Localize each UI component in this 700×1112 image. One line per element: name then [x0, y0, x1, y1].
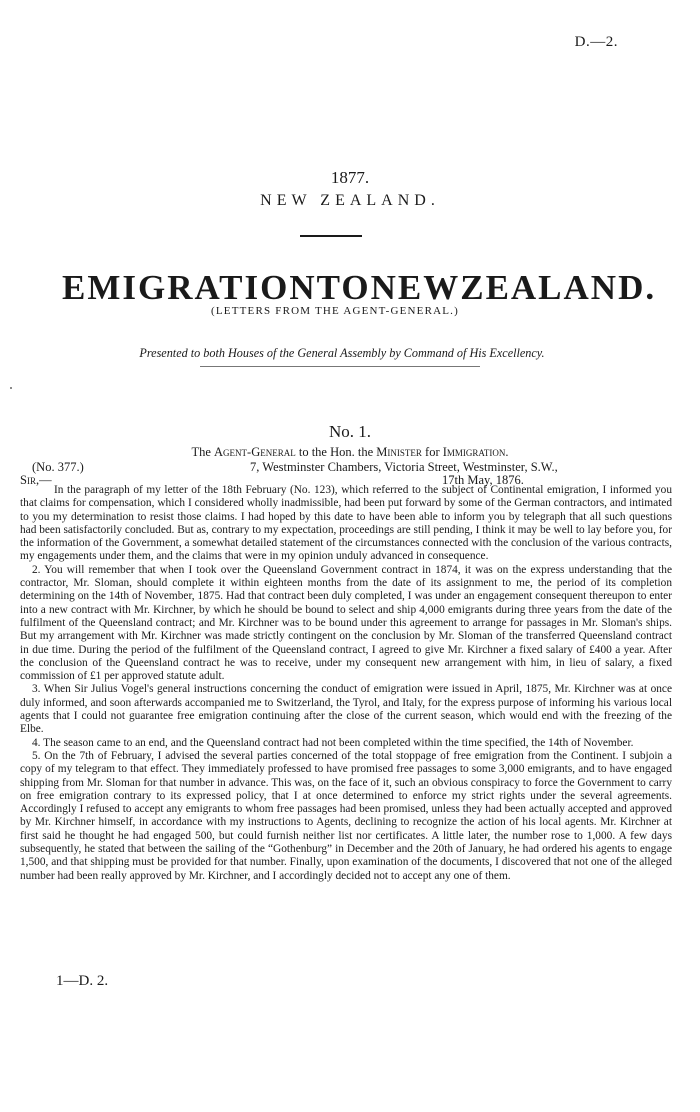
heading-department: Immigration	[442, 445, 506, 459]
margin-mark	[10, 387, 12, 389]
letter-heading	[0, 445, 700, 460]
body-paragraph: 4. The season came to an end, and the Queensland contract had not been completed within the time specified, the 14th of November.	[32, 736, 634, 749]
title-word: TO	[316, 268, 371, 307]
page-footer-reference: 1—D. 2.	[56, 973, 109, 989]
body-paragraph: 2. You will remember that when I took over the Queensland Government contract in 1874, it was on the express understanding that the contractor, Mr. Sloman, should complete it within eighteen months from the date of its assignment to me, the period of its completion determining on the 14th of November, 1875. Had that contract been duly completed, I was under an engagement consequent thereupon to enter into a new contract with Mr. Kirchner, by which he should be bound to select and ship 4,000 emigrants during three years from the date of the fulfilment of the Queensland contract; and Mr. Kirchner was to be bound under this agreement to arrange for passages in Mr. Sloman's ships. But my arrangement with Mr. Kirchner was made strictly contingent on the conclusion by Mr. Sloman of the transferred Queensland contract in due time. During the period of the fulfilment of the Queensland contract, I agreed to give Mr. Kirchner a fixed salary of £400 a year. After the conclusion of the Queensland contract he was to receive, under my consequent new arrangement with him, in lieu of salary, a fixed commission of £1 per approved statute adult.	[20, 563, 672, 683]
body-paragraph: In the paragraph of my letter of the 18th February (No. 123), which referred to the subject of Continental emigration, I informed you that claims for compensation, which I considered wholly inadmissible, had been put forward by some of the German contractors, and intimated to you my determination to resist those claims. I had hoped by this date to have been able to inform you by telegraph that all such questions had been satisfactorily concluded. But as, contrary to my expectation, proceedings are still pending, I think it may be well to lay before you, for the information of the Government, a somewhat detailed statement of the circumstances connected with the conclusion of the various contracts, my engagements under them, and the claims that were in my opinion unduly advanced in consequence.	[20, 484, 672, 563]
title-word: ZEALAND.	[460, 268, 657, 307]
year: 1877.	[330, 168, 370, 187]
body-paragraph: 3. When Sir Julius Vogel's general instructions concerning the conduct of emigration were issued in April, 1875, Mr. Kirchner was at once duly informed, and soon afterwards accompanied me to Switzerland, the Tyrol, and Italy, for the express purpose of informing his various local agents that I could not guarantee free emigration continuing after the close of the current season, which would end with the freezing of the Elbe.	[20, 683, 672, 736]
divider-rule	[300, 235, 362, 237]
heading-recipient: Minister	[376, 445, 422, 459]
heading-sender: Agent-General	[214, 445, 296, 459]
letter-body	[20, 484, 672, 883]
letter-number: No. 1.	[328, 422, 372, 441]
main-title	[62, 268, 657, 308]
letter-date: 17th May, 1876.	[442, 473, 524, 487]
country-heading: NEW ZEALAND.	[260, 192, 440, 209]
document-reference: D.—2.	[574, 34, 618, 50]
heading-text: for	[421, 445, 443, 459]
body-paragraph: 5. On the 7th of February, I advised the several parties concerned of the total stoppage of free emigration from the Continent. I subjoin a copy of my telegram to that effect. They immediately professed to have promised free passages to some 3,000 emigrants, and to have engaged shipping from Mr. Sloman for that number in advance. This was, on the face of it, such an obvious conspiracy to force the Government to carry on free emigration contrary to its expressed policy, that I at once determined to enforce my strict rights under the several agreements. Accordingly I refused to accept any emigrants to whom free passages had been promised, unless they had been actually accepted and approved by Mr. Kirchner himself, in accordance with my instructions to Agents, declining to recognize the action of his local agents. Mr. Kirchner at first said he thought he had engaged 500, but could furnish neither list nor certificates. A little later, the number rose to 1,000. A few days subsequently, he stated that between the sailing of the “Gothenburg” in December and the 20th of January, he had ordered his agents to engage 1,500, and that shipping must be provided for that number. Finally, upon examination of the documents, I discovered that not one of the alleged number had been really approved by Mr. Kirchner, and I accordingly decided not to accept any one of them.	[20, 749, 672, 882]
salutation: Sir,—	[20, 473, 52, 487]
presented-note: Presented to both Houses of the General Assembly by Command of His Excellency.	[139, 346, 545, 360]
heading-text: to the Hon. the	[295, 445, 377, 459]
subtitle: (LETTERS FROM THE AGENT-GENERAL.)	[211, 305, 459, 317]
letter-reference-number: (No. 377.)	[32, 460, 84, 474]
title-word: EMIGRATION	[62, 268, 317, 307]
heading-text: .	[505, 445, 509, 459]
sender-address: 7, Westminster Chambers, Victoria Street, Westminster, S.W.,	[250, 460, 558, 474]
divider-rule	[200, 366, 480, 367]
title-word: NEW	[370, 268, 461, 307]
heading-text: The	[191, 445, 215, 459]
